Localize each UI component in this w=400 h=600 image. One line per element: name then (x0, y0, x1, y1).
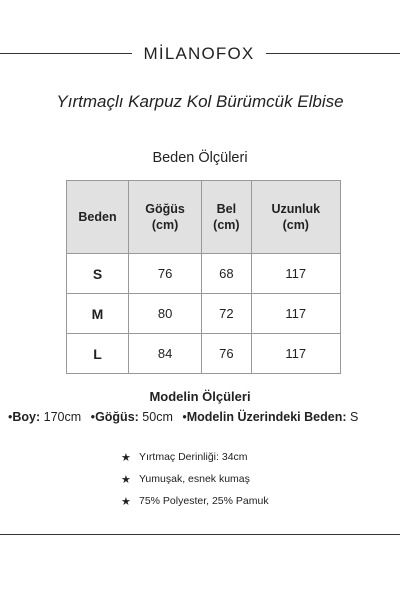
size-chart-heading: Beden Ölçüleri (152, 150, 248, 166)
feature-text: Yumuşak, esnek kumaş (139, 473, 250, 485)
star-icon: ★ (121, 495, 131, 508)
feature-text: 75% Polyester, 25% Pamuk (139, 495, 269, 507)
gogus-cell: 76 (129, 254, 202, 294)
list-item (121, 468, 269, 490)
header-uzunluk-label: Uzunluk (cm) (271, 202, 321, 232)
feature-list (121, 446, 269, 512)
divider-left (0, 53, 132, 54)
size-cell: S (67, 254, 129, 294)
uzunluk-cell: 117 (251, 334, 340, 374)
model-measurements (8, 410, 400, 424)
star-icon: ★ (121, 473, 131, 486)
model-gogus-value: 50cm (142, 410, 173, 424)
uzunluk-cell: 117 (251, 254, 340, 294)
feature-text: Yırtmaç Derinliği: 34cm (139, 451, 248, 463)
header-bel (202, 181, 251, 254)
model-beden-label: Modelin Üzerindeki Beden: (186, 410, 347, 424)
list-item (121, 446, 269, 468)
header-beden: Beden (67, 181, 129, 254)
size-cell: M (67, 294, 129, 334)
model-gogus: •Göğüs: 50cm (90, 410, 173, 424)
uzunluk-cell: 117 (251, 294, 340, 334)
header-gogus (129, 181, 202, 254)
bel-cell: 68 (202, 254, 251, 294)
divider-right (266, 53, 400, 54)
model-measurements-heading: Modelin Ölçüleri (149, 389, 251, 404)
size-table (66, 180, 341, 374)
table-row (67, 334, 341, 374)
model-boy-label: Boy: (12, 410, 41, 424)
header-bel-label: Bel (cm) (213, 202, 240, 232)
bottom-divider (0, 534, 400, 535)
header-uzunluk (251, 181, 340, 254)
model-beden: •Modelin Üzerindeki Beden: S (182, 410, 359, 424)
gogus-cell: 84 (129, 334, 202, 374)
gogus-cell: 80 (129, 294, 202, 334)
size-cell: L (67, 334, 129, 374)
brand-logo-text: MİLANOFOX (143, 44, 255, 63)
table-row (67, 254, 341, 294)
bel-cell: 76 (202, 334, 251, 374)
model-boy-value: 170cm (43, 410, 82, 424)
star-icon: ★ (121, 451, 131, 464)
model-boy: •Boy: 170cm (8, 410, 82, 424)
list-item (121, 490, 269, 512)
table-header-row (67, 181, 341, 254)
model-gogus-label: Göğüs: (95, 410, 139, 424)
table-row (67, 294, 341, 334)
product-title: Yırtmaçlı Karpuz Kol Bürümcük Elbise (56, 92, 344, 111)
model-beden-value: S (349, 410, 359, 424)
header-gogus-label: Göğüs (cm) (145, 202, 185, 232)
brand-header (0, 44, 400, 64)
bel-cell: 72 (202, 294, 251, 334)
